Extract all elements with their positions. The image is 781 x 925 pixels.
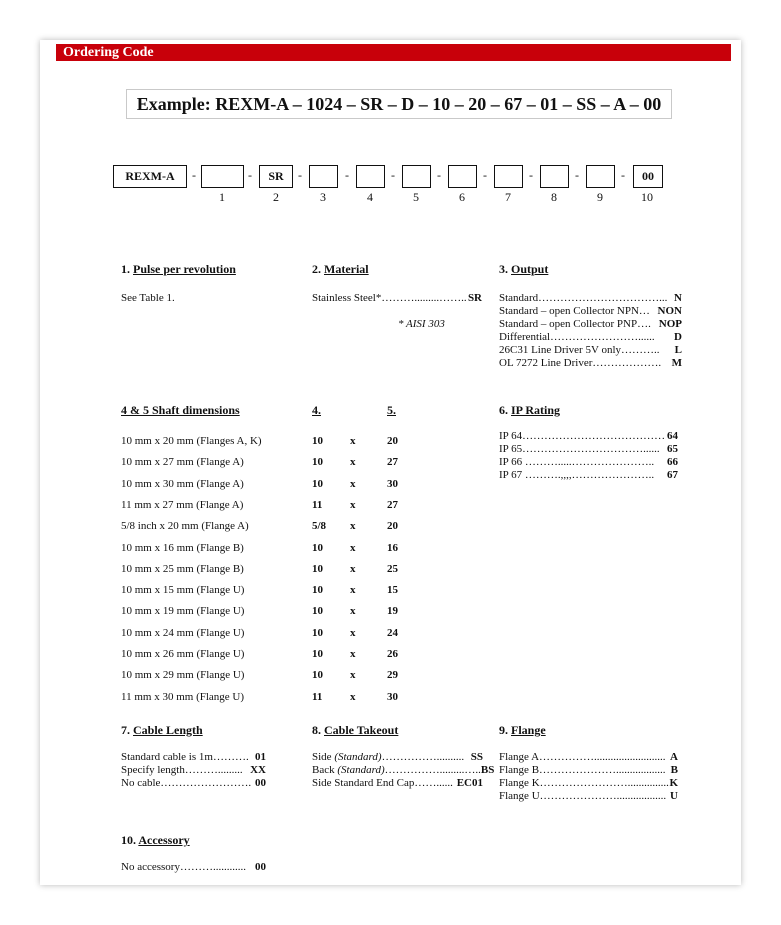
option-code: BS [480, 764, 495, 776]
option-code: SS [470, 751, 483, 763]
shaft-row-diameter: 10 [312, 542, 323, 554]
code-dash: - [529, 168, 533, 182]
shaft-row-diameter: 10 [312, 435, 323, 447]
option-code: 65 [667, 443, 678, 455]
option-code: N [674, 292, 682, 304]
shaft-row-length: 30 [387, 478, 398, 490]
shaft-row-length: 15 [387, 584, 398, 596]
option-label: 26C31 Line Driver 5V only……….. [499, 344, 660, 356]
section-title: Pulse per revolution [133, 262, 236, 276]
shaft-row-diameter: 10 [312, 605, 323, 617]
shaft-row-description: 11 mm x 27 mm (Flange A) [121, 499, 244, 511]
ip-line [499, 443, 678, 456]
ip-line [499, 469, 678, 482]
option-code: NOP [658, 318, 682, 330]
code-dash: - [345, 168, 349, 182]
leader-dots: …………….........….. [384, 764, 481, 776]
shaft-col4-heading [312, 403, 321, 418]
shaft-row-times: x [350, 691, 356, 703]
section-material-heading [312, 262, 369, 277]
option-note: (Standard) [334, 751, 382, 763]
section-cable-takeout-heading [312, 723, 398, 738]
option-label: No accessory………............ [121, 861, 246, 873]
option-label: Side Standard End Cap [312, 777, 415, 789]
code-dash: - [391, 168, 395, 182]
shaft-row-times: x [350, 520, 356, 532]
cable-takeout-list [312, 751, 495, 790]
option-label: Standard – open Collector PNP…. [499, 318, 651, 330]
shaft-row-diameter: 10 [312, 478, 323, 490]
option-code: EC01 [456, 777, 483, 789]
shaft-row-description: 10 mm x 16 mm (Flange B) [121, 542, 244, 554]
shaft-row-times: x [350, 627, 356, 639]
option-label: Standard cable is 1m………. [121, 751, 249, 763]
shaft-row-times: x [350, 456, 356, 468]
col5-label: 5. [387, 403, 396, 417]
section-number: 10. [121, 833, 139, 847]
code-box-10: 00 [633, 165, 663, 188]
shaft-row-times: x [350, 563, 356, 575]
flange-line [499, 764, 678, 777]
section-title: Material [324, 262, 369, 276]
shaft-row-description: 10 mm x 27 mm (Flange A) [121, 456, 244, 468]
option-code: M [671, 357, 682, 369]
shaft-row-length: 20 [387, 435, 398, 447]
code-box-5 [402, 165, 431, 188]
ip-list [499, 430, 678, 482]
code-dash: - [575, 168, 579, 182]
leader-dots: ……...... [414, 777, 453, 789]
ip-line [499, 456, 678, 469]
option-label: IP 66 ……….....………………….. [499, 456, 655, 468]
shaft-row-diameter: 10 [312, 563, 323, 575]
section-title: Flange [511, 723, 546, 737]
output-list [499, 292, 682, 370]
code-number-8: 8 [551, 190, 557, 204]
section-output-heading [499, 262, 548, 277]
option-label: Flange K……………………............... [499, 777, 669, 789]
output-line [499, 305, 682, 318]
shaft-row-times: x [350, 669, 356, 681]
shaft-row-length: 27 [387, 456, 398, 468]
shaft-row-diameter: 10 [312, 669, 323, 681]
shaft-row-times: x [350, 478, 356, 490]
flange-line [499, 777, 678, 790]
shaft-row-times: x [350, 584, 356, 596]
section-number: 3. [499, 262, 511, 276]
code-number-2: 2 [273, 190, 279, 204]
option-label: No cable……………………. [121, 777, 252, 789]
code-number-9: 9 [597, 190, 603, 204]
code-box-4 [356, 165, 385, 188]
shaft-row-diameter: 10 [312, 456, 323, 468]
shaft-row-length: 25 [387, 563, 398, 575]
option-code: NON [657, 305, 682, 317]
code-box-6 [448, 165, 477, 188]
option-code: 00 [255, 861, 266, 873]
shaft-row-times: x [350, 605, 356, 617]
shaft-row-description: 10 mm x 20 mm (Flanges A, K) [121, 435, 262, 447]
shaft-row-times: x [350, 435, 356, 447]
section-number: 2. [312, 262, 324, 276]
option-code: 66 [667, 456, 678, 468]
output-line [499, 357, 682, 370]
code-dash: - [483, 168, 487, 182]
pulse-text: See Table 1. [121, 292, 175, 304]
shaft-row-diameter: 11 [312, 499, 323, 511]
shaft-row-diameter: 10 [312, 648, 323, 660]
section-cable-length-heading [121, 723, 203, 738]
option-label: Specify length………......... [121, 764, 243, 776]
section-number: 8. [312, 723, 324, 737]
code-box-2: SR [259, 165, 293, 188]
shaft-row-description: 10 mm x 19 mm (Flange U) [121, 605, 245, 617]
shaft-row-length: 30 [387, 691, 398, 703]
code-number-4: 4 [367, 190, 373, 204]
option-code: D [674, 331, 682, 343]
section-shaft-heading [121, 403, 240, 418]
option-label: IP 67 ……….,,,,………………….. [499, 469, 655, 481]
output-line [499, 318, 682, 331]
option-label: Back [312, 764, 338, 776]
option-label: OL 7272 Line Driver………………. [499, 357, 662, 369]
cable-takeout-line [312, 777, 483, 790]
example-code: Example: REXM-A – 1024 – SR – D – 10 – 20 – 67 – 01 – SS – A – 00 [126, 89, 672, 119]
section-title: 4 & 5 Shaft dimensions [121, 403, 240, 417]
section-number: 6. [499, 403, 511, 417]
output-line [499, 344, 682, 357]
accessory-line [121, 861, 266, 874]
option-code: K [669, 777, 678, 789]
shaft-row-length: 29 [387, 669, 398, 681]
option-code: B [670, 764, 678, 776]
shaft-row-diameter: 10 [312, 584, 323, 596]
option-label: Flange B………………….................. [499, 764, 666, 776]
section-title: Accessory [138, 833, 190, 847]
shaft-row-length: 20 [387, 520, 398, 532]
output-line [499, 331, 682, 344]
cable-takeout-line [312, 751, 483, 764]
code-box-3 [309, 165, 338, 188]
shaft-row-description: 10 mm x 15 mm (Flange U) [121, 584, 245, 596]
section-ip-heading [499, 403, 560, 418]
section-flange-heading [499, 723, 546, 738]
option-note: (Standard) [337, 764, 385, 776]
shaft-row-diameter: 5/8 [312, 520, 327, 532]
cable-length-line [121, 751, 266, 764]
col4-label: 4. [312, 403, 321, 417]
shaft-row-length: 26 [387, 648, 398, 660]
shaft-row-description: 10 mm x 30 mm (Flange A) [121, 478, 244, 490]
accessory-list [121, 861, 266, 874]
option-code: 64 [667, 430, 678, 442]
shaft-row-length: 27 [387, 499, 398, 511]
output-line [499, 292, 682, 305]
option-label: Standard……………………………... [499, 292, 668, 304]
ip-line [499, 430, 678, 443]
shaft-row-length: 24 [387, 627, 398, 639]
section-pulse-heading [121, 262, 236, 277]
option-code: 01 [255, 751, 266, 763]
shaft-row-times: x [350, 542, 356, 554]
material-line [312, 292, 482, 305]
shaft-row-description: 5/8 inch x 20 mm (Flange A) [121, 520, 249, 532]
shaft-row-times: x [350, 499, 356, 511]
section-accessory-heading [121, 833, 190, 848]
code-box-prefix: REXM-A [113, 165, 187, 188]
cable-length-line [121, 777, 266, 790]
shaft-row-diameter: 10 [312, 627, 323, 639]
leader-dots: …………….......... [381, 751, 465, 763]
cable-takeout-line [312, 764, 495, 777]
section-title: Cable Length [133, 723, 203, 737]
code-box-9 [586, 165, 615, 188]
section-number: 1. [121, 262, 133, 276]
cable-length-line [121, 764, 266, 777]
option-code: XX [250, 764, 266, 776]
section-number: 7. [121, 723, 133, 737]
shaft-row-description: 11 mm x 30 mm (Flange U) [121, 691, 245, 703]
flange-line [499, 751, 678, 764]
cable-length-list [121, 751, 266, 790]
shaft-row-length: 19 [387, 605, 398, 617]
flange-line [499, 790, 678, 803]
option-label: Side [312, 751, 335, 763]
option-code: L [674, 344, 682, 356]
option-code: 00 [255, 777, 266, 789]
shaft-row-length: 16 [387, 542, 398, 554]
material-value: SR [467, 292, 482, 304]
option-code: U [670, 790, 678, 802]
code-dash: - [192, 168, 196, 182]
code-number-10: 10 [641, 190, 653, 204]
option-label: Flange U………………….................. [499, 790, 667, 802]
section-title: Cable Takeout [324, 723, 399, 737]
code-dash: - [621, 168, 625, 182]
code-dash: - [248, 168, 252, 182]
flange-list [499, 751, 678, 803]
shaft-row-description: 10 mm x 29 mm (Flange U) [121, 669, 245, 681]
section-title: Output [511, 262, 549, 276]
code-box-1 [201, 165, 244, 188]
option-label: IP 64………………………………… [499, 430, 666, 442]
shaft-row-diameter: 11 [312, 691, 323, 703]
option-label: Differential……………………...... [499, 331, 655, 343]
option-code: A [670, 751, 678, 763]
document-page [40, 40, 741, 885]
ordering-code-header: Ordering Code [56, 44, 731, 61]
code-number-6: 6 [459, 190, 465, 204]
option-code: 67 [667, 469, 678, 481]
material-note: * AISI 303 [398, 318, 445, 330]
section-number: 9. [499, 723, 511, 737]
code-box-8 [540, 165, 569, 188]
material-label: Stainless Steel*……….........…….. [312, 292, 467, 304]
option-label: Flange A…………….......................... [499, 751, 666, 763]
code-dash: - [298, 168, 302, 182]
shaft-row-times: x [350, 648, 356, 660]
option-label: IP 65……………………………...... [499, 443, 660, 455]
code-box-7 [494, 165, 523, 188]
shaft-row-description: 10 mm x 24 mm (Flange U) [121, 627, 245, 639]
code-number-7: 7 [505, 190, 511, 204]
shaft-row-description: 10 mm x 25 mm (Flange B) [121, 563, 244, 575]
code-number-3: 3 [320, 190, 326, 204]
option-label: Standard – open Collector NPN… [499, 305, 650, 317]
section-title: IP Rating [511, 403, 561, 417]
code-dash: - [437, 168, 441, 182]
code-number-5: 5 [413, 190, 419, 204]
code-number-1: 1 [219, 190, 225, 204]
shaft-row-description: 10 mm x 26 mm (Flange U) [121, 648, 245, 660]
shaft-col5-heading [387, 403, 396, 418]
